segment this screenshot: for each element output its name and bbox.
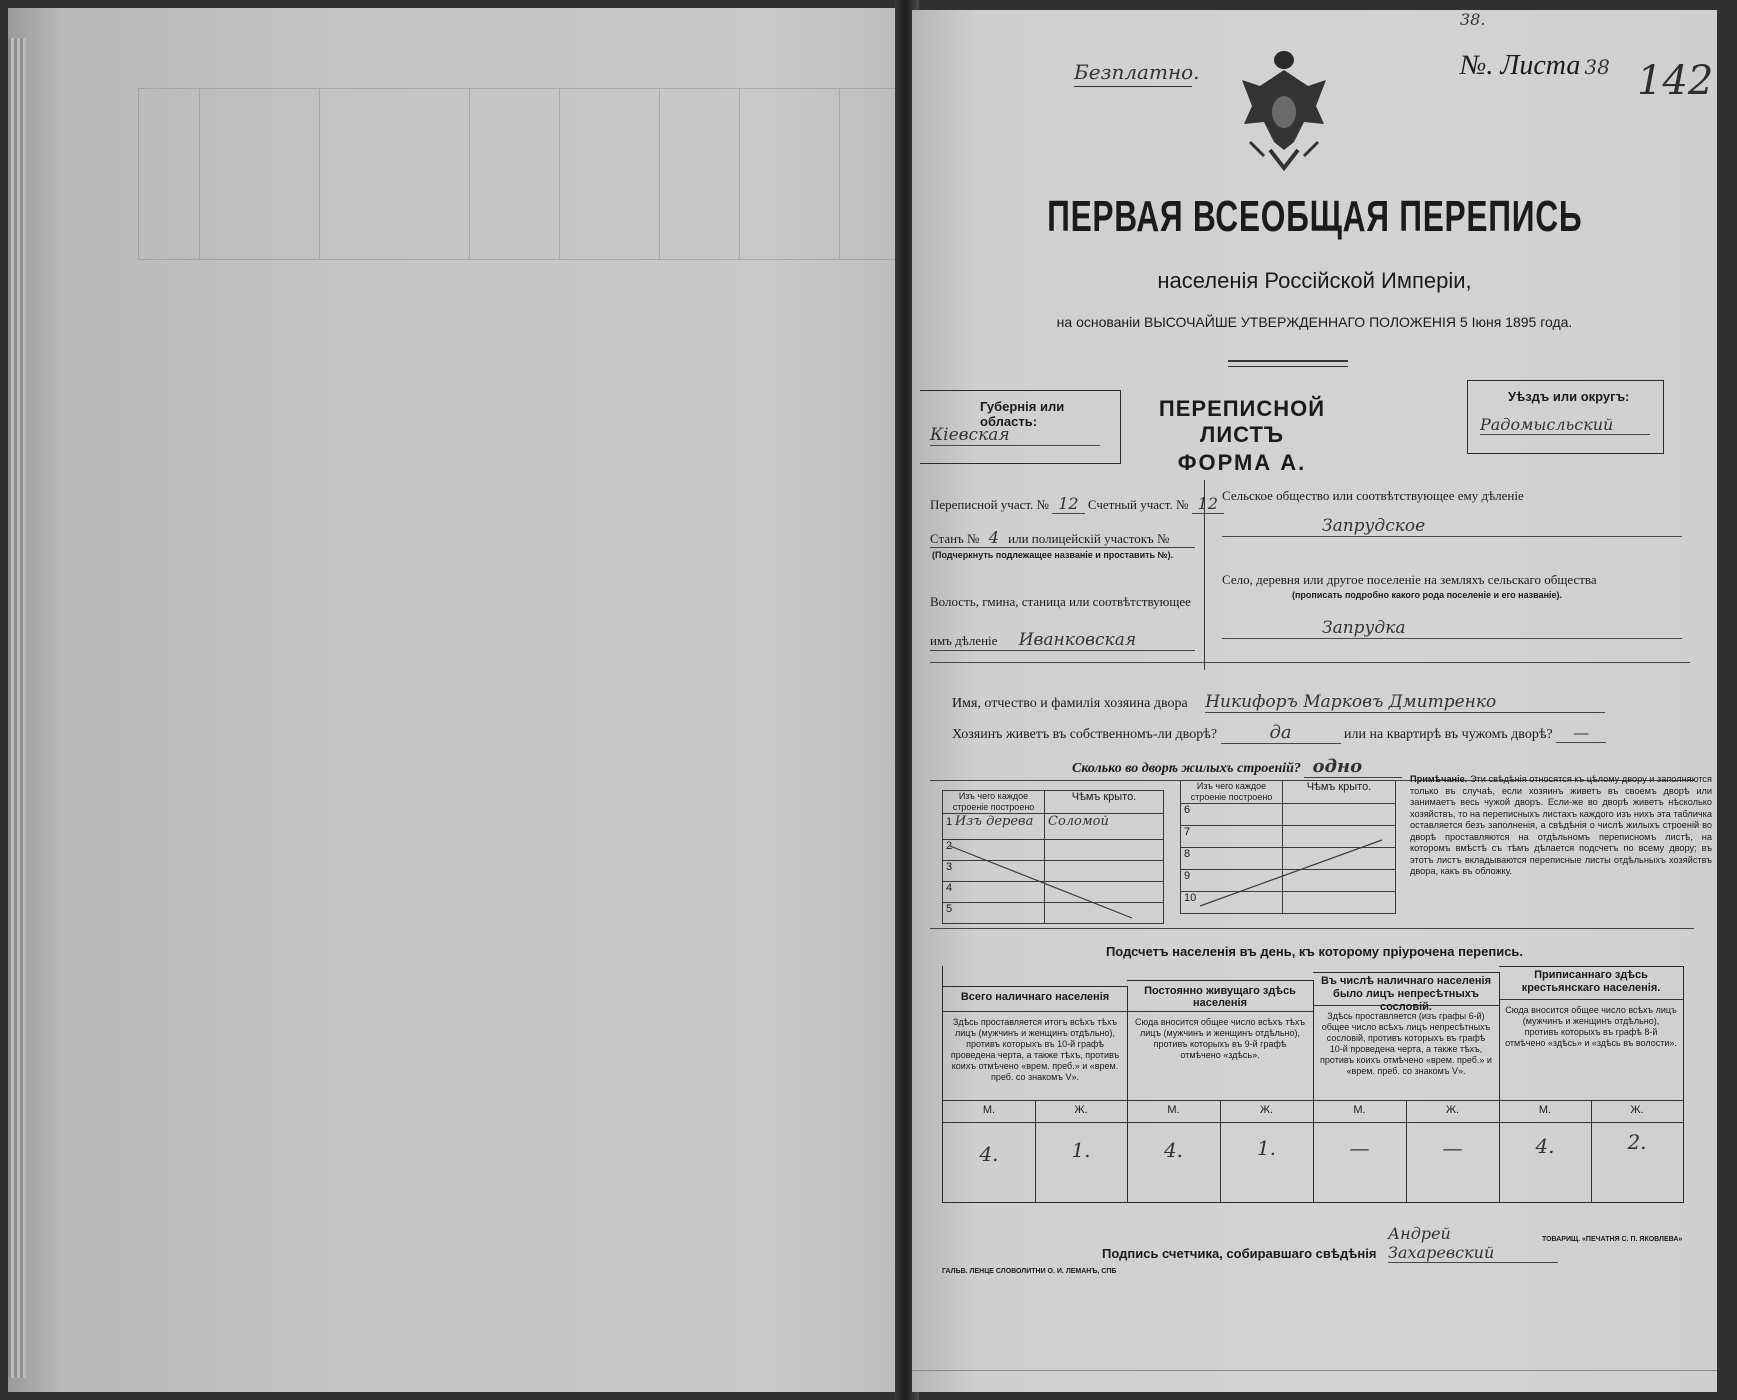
uezd-value: Радомысльский [1480,415,1650,435]
regulation-line: на основаніи ВЫСОЧАЙШЕ УТВЕРЖДЕННАГО ПОЛОЖЕНІЯ 5 Іюня 1895 года. [1056,314,1573,330]
own-yard-field: Хозяинъ живетъ въ собственномъ-ли дворѣ? да или на квартирѣ въ чужомъ дворѣ? — [952,722,1606,744]
census-title: ПЕРВАЯ ВСЕОБЩАЯ ПЕРЕПИСЬ [1046,192,1583,241]
table-row: 9 [1181,870,1396,892]
gubernia-value: Кіевская [930,425,1100,446]
table-row: 7 [1181,826,1396,848]
sheet-number-value: 38 [1584,55,1610,79]
table-row: 5 [943,902,1164,923]
left-page [8,8,903,1392]
material-header: Изъ чего каждое строеніе построено [943,791,1045,814]
table-row: 1 Изъ дерева Соломой [943,814,1164,840]
left-imprint: ГАЛЬВ. ЛЕНЦЕ СЛОВОЛИТНИ О. И. ЛЕМАНЪ, СПБ [942,1268,1117,1275]
permanent-male-count: 4. [1163,1138,1184,1162]
cross-out-strokes [942,830,1402,920]
summary-table: Всего наличнаго населенія Здѣсь проставляется итогъ всѣхъ тѣхъ лицъ (мужчинъ и женщинъ отдѣльно), противъ которыхъ въ 10-й графѣ проведена черта, а также тѣхъ, противъ коихъ отмѣчено «врем. преб.» и «врем. преб. со знакомъ V». Постоянно живущаго здѣсь населенія Сюда вносится общее число всѣхъ тѣхъ лицъ (мужчинъ и женщинъ отдѣльно), противъ которыхъ въ 9-й графѣ отмѣчено «здѣсь». Въ числѣ наличнаго населенія было лицъ непресѣтныхъ сословій. Здѣсь проставляется (изъ графы 6-й) общее число всѣхъ лицъ непресѣтныхъ сословій, противъ которыхъ въ графѣ 10-й проведена черта, а также тѣхъ, противъ коихъ отмѣчено «врем. преб.» и «врем. преб. со знакомъ V». Приписаннаго здѣсь крестьянскаго населенія. Сюда вносится общее число всѣхъ лицъ (мужчинъ и женщинъ отдѣльно), противъ которыхъ въ графѣ 8-й отмѣчено «здѣсь» и «здѣсь въ волости». М. Ж. М. Ж. М. Ж. М. Ж. 4. 1. 4. 1. — — 4. 2. [942,966,1684,1203]
ornament-divider [1228,360,1348,367]
form-type: ФОРМА А. [1177,450,1307,475]
non-christian-male-count: — [1349,1136,1370,1160]
census-section-field: Переписной участ. № 12 Счетный участ. № 12 [930,494,1224,513]
census-section-value: 12 [1052,494,1084,514]
owner-value: Никифоръ Марковъ Дмитренко [1205,692,1605,713]
gubernia-box [920,390,1121,464]
counter-signature: Андрей Захаревский [1388,1224,1558,1263]
buildings-note: Примѣчаніе. Эти свѣдѣнія относятся къ цѣлому двору и заполняются только въ случаѣ, если хозяинъ живетъ въ своемъ дворѣ или занимаетъ весь чужой дворъ. Если-же во дворѣ живетъ нѣсколько хозяйствъ, то на переписныхъ листахъ каждого изъ нихъ эта табличка оставляется безъ заполненія, а свѣдѣнія о числѣ жилыхъ строеній во дворѣ проставляются на отдѣльномъ переписномъ листѣ, на которомъ вмѣстѣ съ тѣмъ дѣлается подсчетъ по всему двору; въ этотъ листъ вкладываются переписные листы отдѣльныхъ хозяйствъ двора, какъ въ обложку. [1410,774,1712,876]
table-row: 6 [1181,804,1396,826]
table-row: 8 [1181,848,1396,870]
buildings-value: одно [1304,756,1402,778]
society-label: Сельское общество или соотвѣтствующее ему дѣленіе [1222,488,1524,503]
census-subtitle: населенія Россійской Имперіи, [1157,268,1472,293]
peasant-female-count: 2. [1627,1130,1647,1154]
total-female-count: 1. [1071,1138,1091,1162]
stan-value: 4 [988,528,999,547]
volost-label: Волость, гмина, станица или соотвѣтствующее [930,594,1191,609]
buildings-table-right: Изъ чего каждое строеніе построено Чѣмъ крыто. 6 7 8 9 10 [1180,780,1396,914]
form-name: ПЕРЕПИСНОЙ ЛИСТЪ [1158,396,1326,447]
table-row: 4 [943,881,1164,902]
gubernia-label: Губернія или область: [980,399,1065,429]
peasant-male-count: 4. [1535,1134,1555,1158]
page-edges [8,38,26,1378]
corner-page-number: 142 [1637,58,1714,104]
volost-value: Иванковская [1018,630,1137,650]
m-label: М. [982,1104,996,1116]
rent-value: — [1556,723,1606,743]
table-row: 2 [943,839,1164,860]
summary-title: Подсчетъ населенія въ день, къ которому пріурочена перепись. [1105,944,1524,959]
owner-field: Имя, отчество и фамилія хозяина двора Никифоръ Марковъ Дмитренко [952,692,1697,713]
stan-note: (Подчеркнуть подлежащее названіе и проставить №). [932,550,1174,560]
signature-field: Подпись счетчика, собиравшаго свѣдѣнія Андрей Захаревский [1102,1224,1558,1263]
uezd-label: Уѣздъ или округъ: [1508,389,1630,404]
f-label: Ж. [1074,1104,1088,1116]
summary-col-total: Всего наличнаго населенія Здѣсь проставляется итогъ всѣхъ тѣхъ лицъ (мужчинъ и женщинъ отдѣльно), противъ которыхъ въ 10-й графѣ проведена черта, а также тѣхъ, противъ коихъ отмѣчено «врем. преб.» и «врем. преб. со знакомъ V». [943,986,1128,1203]
village-value: Запрудка [1222,618,1682,639]
village-note: (прописать подробно какого рода поселеніе и его названіе). [1292,590,1563,600]
roof-header: Чѣмъ крыто. [1045,791,1164,814]
volost-field: имъ дѣленіе Иванковская [930,630,1195,651]
summary-col-permanent: Постоянно живущаго здѣсь населенія Сюда вносится общее число всѣхъ тѣхъ лицъ (мужчинъ и женщинъ отдѣльно), противъ которыхъ въ 9-й графѣ отмѣчено «здѣсь». [1127,980,1314,1203]
summary-col-peasants: Приписаннаго здѣсь крестьянскаго населенія. Сюда вносится общее число всѣхъ лицъ (мужчинъ и женщинъ отдѣльно), противъ которыхъ въ графѣ 8-й отмѣчено «здѣсь» и «здѣсь въ волости». [1499,966,1683,1203]
total-male-count: 4. [979,1142,999,1166]
stan-field: Станъ № 4 или полицейскій участокъ № [930,528,1195,548]
non-christian-female-count: — [1442,1136,1463,1160]
table-row: 3 [943,860,1164,881]
summary-col-non-christian: Въ числѣ наличнаго населенія было лицъ непресѣтныхъ сословій. Здѣсь проставляется (изъ графы 6-й) общее число всѣхъ лицъ непресѣтныхъ сословій, противъ которыхъ въ графѣ 10-й проведена черта, а также тѣхъ, противъ коихъ отмѣчено «врем. преб.» и «врем. преб. со знакомъ V». [1313,972,1500,1203]
village-label: Село, деревня или другое поселеніе на земляхъ сельскаго общества [1222,572,1597,587]
census-form-page [912,10,1717,1392]
society-value: Запрудское [1222,516,1682,537]
imperial-eagle-emblem [1230,46,1338,176]
sheet-number-label: №. Листа 38 [1460,50,1610,81]
uezd-box [1467,380,1664,454]
bleed-through-grid [138,88,900,260]
buildings-field: Сколько во дворѣ жилыхъ строеній? одно [1072,756,1402,778]
count-section-value: 12 [1192,494,1224,514]
permanent-female-count: 1. [1256,1136,1277,1160]
right-imprint: ТОВАРИЩ. «ПЕЧАТНЯ С. П. ЯКОВЛЕВА» [1542,1236,1683,1243]
table-row: 10 [1181,892,1396,914]
small-sheet-number: 38. [1460,10,1486,29]
free-label: Безплатно. [1074,60,1200,84]
own-yard-value: да [1221,722,1341,744]
